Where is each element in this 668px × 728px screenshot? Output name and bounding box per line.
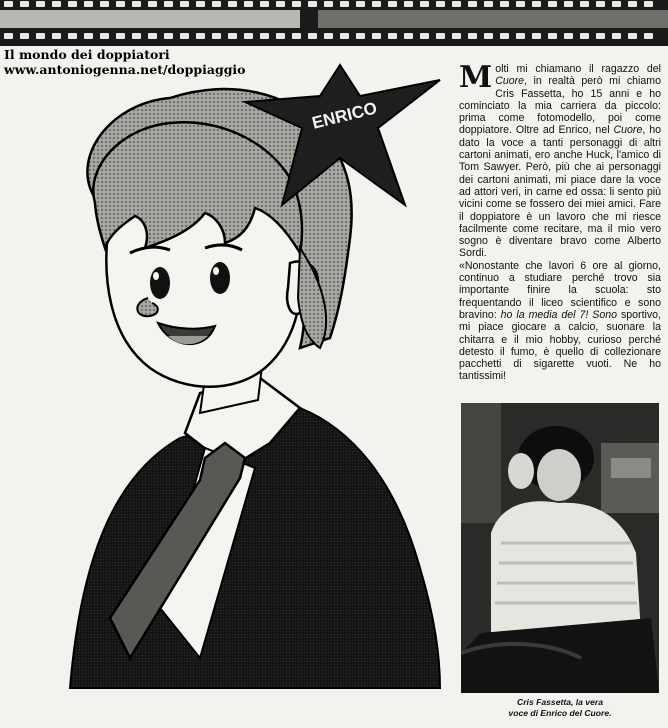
- film-perforation: [84, 33, 93, 39]
- photo-portrait-icon: [461, 403, 659, 693]
- film-perforation: [244, 33, 253, 39]
- film-perforation: [276, 33, 285, 39]
- watermark-url[interactable]: www.antoniogenna.net/doppiaggio: [4, 62, 246, 77]
- film-perforation: [420, 33, 429, 39]
- film-perforation: [340, 33, 349, 39]
- film-perforation: [484, 1, 493, 7]
- caption-line-1: Cris Fassetta, la vera: [517, 697, 603, 707]
- film-frame-right: [318, 10, 668, 28]
- film-perforation: [452, 33, 461, 39]
- film-perforation: [612, 33, 621, 39]
- film-perforation: [116, 1, 125, 7]
- film-perforation: [372, 33, 381, 39]
- film-perforation: [548, 1, 557, 7]
- caption-line-2: voce di Enrico del Cuore.: [508, 708, 612, 718]
- film-perforations-top: [0, 1, 668, 9]
- enrico-cartoon-illustration: [0, 48, 455, 728]
- film-perforation: [404, 1, 413, 7]
- film-perforation: [100, 33, 109, 39]
- film-perforation: [500, 1, 509, 7]
- photo-cris-fassetta: [461, 403, 659, 693]
- film-perforation: [516, 1, 525, 7]
- film-perforation: [388, 33, 397, 39]
- film-perforation: [292, 33, 301, 39]
- film-perforation: [228, 33, 237, 39]
- film-strip-header: [0, 0, 668, 46]
- film-perforation: [340, 1, 349, 7]
- drop-cap: M: [459, 60, 493, 95]
- film-perforation: [356, 33, 365, 39]
- film-perforation: [356, 1, 365, 7]
- photo-caption: [461, 697, 659, 719]
- star-badge-label: ENRICO: [310, 98, 379, 133]
- film-perforation: [148, 33, 157, 39]
- eye-right: [210, 262, 230, 294]
- film-perforation: [484, 33, 493, 39]
- film-perforation: [468, 1, 477, 7]
- film-perforation: [20, 33, 29, 39]
- film-perforation: [196, 33, 205, 39]
- film-perforation: [420, 1, 429, 7]
- film-perforation: [436, 1, 445, 7]
- film-perforation: [84, 1, 93, 7]
- film-perforation: [20, 1, 29, 7]
- film-perforation: [212, 33, 221, 39]
- film-perforation: [68, 33, 77, 39]
- film-perforation: [4, 1, 13, 7]
- film-perforation: [612, 1, 621, 7]
- film-perforation: [628, 33, 637, 39]
- film-perforation: [228, 1, 237, 7]
- film-perforation: [212, 1, 221, 7]
- film-perforation: [260, 1, 269, 7]
- film-perforations-bottom: [0, 33, 668, 41]
- film-perforation: [532, 33, 541, 39]
- film-perforation: [244, 1, 253, 7]
- film-perforation: [436, 33, 445, 39]
- film-perforation: [516, 33, 525, 39]
- film-perforation: [148, 1, 157, 7]
- article-paragraph-2: «Nonostante che lavori 6 ore al giorno, continuo a studiare perché trovo sia importante finire la scuola: sto frequentando il liceo scientifico e sono bravino: ho la media del 7! Sono sportivo, mi piace giocare a calcio, suonare la chitarra e il mio hobby, curioso perché detesto il fumo, è quello di collezionare pacchetti di sigarette vuoti. Ne ho tantissimi!: [459, 259, 662, 383]
- article-body: [459, 60, 662, 383]
- film-perforation: [116, 33, 125, 39]
- film-perforation: [68, 1, 77, 7]
- film-perforation: [596, 33, 605, 39]
- film-perforation: [324, 33, 333, 39]
- film-perforation: [164, 33, 173, 39]
- film-perforation: [580, 1, 589, 7]
- film-perforation: [500, 33, 509, 39]
- film-perforation: [580, 33, 589, 39]
- film-perforation: [164, 1, 173, 7]
- film-perforation: [468, 33, 477, 39]
- film-perforation: [292, 1, 301, 7]
- film-perforation: [404, 33, 413, 39]
- film-perforation: [644, 33, 653, 39]
- film-perforation: [532, 1, 541, 7]
- film-perforation: [260, 33, 269, 39]
- film-perforation: [644, 1, 653, 7]
- film-perforation: [372, 1, 381, 7]
- article-paragraph-1: Molti mi chiamano il ragazzo del Cuore, in realtà però mi chiamo Cris Fassetta, ho 15 anni e ho cominciato la mia carriera da piccolo: prima come fotomodello, poi come doppiatore. Oltre ad Enrico, nel Cuore, ho dato la voce a tanti personaggi di altri cartoni animati, ero anche Huck, l'amico di Tom Sawyer. Però, più che ai personaggi dei cartoni animati, mi piace dare la voce ad attori veri, in carne ed ossa: li sento più vicini come se fossero dei miei amici. Fare il doppiatore è un lavoro che mi riesce facilmente come recitare, ma il mio vero sogno è diventare bravo come Alberto Sordi.: [459, 60, 661, 260]
- film-perforation: [276, 1, 285, 7]
- watermark-title: Il mondo dei doppiatori: [4, 47, 170, 62]
- film-perforation: [564, 1, 573, 7]
- film-perforation: [308, 1, 317, 7]
- film-perforation: [132, 1, 141, 7]
- film-perforation: [52, 33, 61, 39]
- film-perforation: [388, 1, 397, 7]
- film-perforation: [548, 33, 557, 39]
- film-perforation: [452, 1, 461, 7]
- film-perforation: [628, 1, 637, 7]
- film-perforation: [180, 33, 189, 39]
- film-perforation: [52, 1, 61, 7]
- film-perforation: [180, 1, 189, 7]
- film-perforation: [4, 33, 13, 39]
- film-perforation: [100, 1, 109, 7]
- film-perforation: [308, 33, 317, 39]
- film-frame-left: [0, 10, 300, 28]
- film-perforation: [596, 1, 605, 7]
- eye-left: [150, 267, 170, 299]
- film-perforation: [564, 33, 573, 39]
- film-perforation: [196, 1, 205, 7]
- film-perforation: [324, 1, 333, 7]
- film-perforation: [132, 33, 141, 39]
- film-perforation: [36, 1, 45, 7]
- film-perforation: [36, 33, 45, 39]
